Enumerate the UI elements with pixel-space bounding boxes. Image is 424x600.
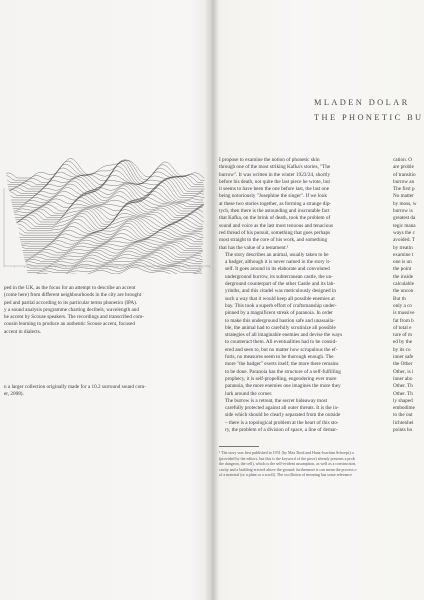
side-text-line: the uncon: [393, 288, 414, 295]
side-text-line: the Other: [393, 361, 413, 368]
footnote-line: cavity and a building erected above the ground; furthermore it can mean the process o: [219, 466, 357, 472]
text-line: side which should be clearly separated from the outside: [225, 412, 341, 419]
text-line: such a way that it would keep all possible enemies at: [225, 295, 335, 302]
text-line: before his death, not quite the last piece he wrote, but: [219, 178, 330, 185]
text-line: ered and seen to, but no matter how scrupulous the ef-: [225, 346, 338, 353]
footnote-rule: [219, 446, 259, 447]
side-text-line: burrow an: [393, 178, 415, 185]
text-line: bay. This took a superb effort of craftsmanship under-: [225, 302, 337, 309]
left-caption: [4, 285, 204, 336]
text-line: I propose to examine the notion of phonetic skin: [219, 157, 320, 163]
side-text-line: Other. Th: [393, 390, 413, 397]
left-note: [4, 384, 204, 399]
text-line: carefully protected against all outer threats. It is the in-: [225, 405, 339, 412]
paragraph: [219, 157, 379, 252]
side-text-line: Other, is i: [393, 368, 414, 375]
caption-line: y a sound analysis programme charting decibels, wavelength and: [4, 306, 139, 313]
footnote-line: the dungeon, the cell), which is the self-evident assumption, as well as a construction,: [219, 461, 357, 467]
side-text-line: is massive: [393, 310, 415, 317]
side-text-line: fat from b: [393, 317, 414, 324]
side-text-line: the point: [393, 266, 412, 273]
side-text-line: ture of m: [393, 332, 413, 339]
text-line: paranoia, the more enemies one imagines the more they: [225, 383, 341, 390]
surface-ridge-line: [12, 185, 204, 202]
surface-ridge-line: [25, 248, 203, 259]
text-line: prophecy, it is self-propelling, engendering ever more: [225, 375, 337, 382]
caption-line: ped in the UK, as the focus for an attempt to describe an accent: [4, 285, 136, 291]
text-line: to counteract them. All eventualities had to be consid-: [225, 339, 337, 346]
side-text-line: burrow is: [393, 208, 413, 215]
running-head-author: MLADEN DOLAR: [314, 98, 410, 107]
caption-line: he accent by Scouse speakers. The recordings and transcribed com-: [4, 314, 144, 321]
side-text-line: inner abo: [393, 375, 413, 382]
text-line: a badger, although it is never named in the story it-: [225, 259, 331, 266]
side-text-line: are proble: [393, 164, 414, 171]
text-line: underground burrow, its subterranean castle, the un-: [225, 273, 333, 280]
surface-ridge-line: [24, 244, 202, 255]
side-text-line: tegic mana: [393, 222, 416, 229]
side-text-line: Other. Th: [393, 383, 413, 390]
caption-line: ped and partial according to its particular terms phonetics (IPA).: [4, 299, 138, 306]
side-text-line: by moss, w: [393, 200, 417, 207]
text-line: derground counterpart of the other Castle and its lab-: [225, 281, 335, 288]
text-line: lurk around the corner.: [225, 390, 273, 397]
footnote-line: ¹ The story was first published in 1931 (by Max Brod and Hans-Joachim Schoeps) u: [219, 450, 354, 455]
text-line: that Kafka, on the brink of death, took the problem of: [219, 215, 331, 222]
caption-line: (come here) from different neighbourhoods in the city are brought: [4, 292, 142, 299]
side-text-line: No matter: [393, 193, 414, 200]
book-gutter: [205, 0, 219, 600]
side-text-line: the inside: [393, 273, 414, 280]
side-text-line: one is un: [393, 259, 412, 266]
surface-ridge-line: [15, 200, 203, 216]
surface-ridge-line: [29, 267, 203, 274]
side-text-line: lichtenhei: [393, 419, 414, 426]
text-line: The story describes an animal, usually taken to be: [225, 251, 329, 258]
text-line: being notoriously "Josephine the singer". If we look: [219, 193, 327, 200]
text-line: self. It goes around in its elaborate and convoluted: [225, 266, 330, 273]
text-line: sound and voice as the last most tenuous and tenacious: [219, 222, 333, 229]
text-line: red thread of his pursuit, something that goes perhaps: [219, 229, 331, 236]
text-line: to make this underground bastion safe and unassaila-: [225, 317, 335, 324]
side-text-line: by its co: [393, 346, 411, 353]
footnotes: [219, 450, 424, 478]
side-text-line: ly shaped: [393, 397, 413, 404]
text-line: to be done. Paranoia has the structure of a self-fulfilling: [225, 368, 341, 375]
text-line: ble, the animal had to carefully scrutinize all possible: [225, 324, 336, 331]
side-text-line: inner safe: [393, 354, 414, 361]
side-text-line: ways the c: [393, 229, 415, 236]
text-line: ry, the problem of a division of space, a line of demar-: [225, 426, 338, 433]
text-line: most straight to the core of his work, and something: [219, 237, 328, 244]
text-line: that has the value of a testament.¹: [219, 244, 289, 251]
main-text-column: [219, 157, 379, 434]
side-text-line: The first p: [393, 186, 415, 193]
text-line: through one of the most striking Kafka's stories, "The: [219, 164, 331, 171]
text-line: forts, no measures seem to be thorough enough. The: [225, 354, 334, 361]
surface-ridge-line: [17, 210, 203, 227]
footnote-line: of a material (or a plant or a scroll). The oscillation of meaning has some relevance: [219, 472, 352, 478]
surface-ridge-line: [20, 223, 202, 239]
text-line: strategies of all imaginable enemies and devise the ways: [225, 332, 343, 339]
side-text-line: points ho: [393, 426, 413, 433]
side-text-line: calculable: [393, 281, 415, 288]
side-text-line: only a co: [393, 302, 413, 309]
side-text-line: But th: [393, 295, 406, 302]
side-text-line: avoided. T: [393, 237, 416, 244]
paragraph: [219, 252, 379, 398]
text-line: pinned by a magnificent streak of paranoia. In order: [225, 310, 333, 317]
text-line: tych, then there is the astounding and inscrutable fact: [219, 208, 330, 215]
side-text-line: embodime: [393, 405, 415, 412]
surface-ridge-line: [8, 163, 204, 187]
text-line: it seems to have been the one before last, the last one: [219, 186, 330, 193]
side-text-line: of total e: [393, 324, 412, 331]
side-text-line: ed by the: [393, 339, 413, 346]
surface-ridge-line: [10, 179, 204, 196]
footnote-line: (provided by the editors, but this is the keyword of the piece) already presents a prob: [219, 455, 355, 461]
text-line: burrow". It was written in the winter 1923/24, shortly: [219, 171, 331, 178]
side-text-line: cation. O: [393, 157, 413, 163]
caption-line: accent in dialects.: [4, 328, 42, 335]
text-line: The burrow is a retreat, the secret hideaway most: [225, 397, 328, 404]
surface-ridge-line: [6, 159, 204, 179]
side-text-column: [393, 157, 424, 434]
note-line: n a larger collection originally made for a 10.2 surround sound com-: [4, 384, 146, 390]
side-text-line: greatest da: [393, 215, 416, 222]
text-line: more "the badger" exerts itself, the more there remains: [225, 361, 339, 368]
note-line: er, 2008).: [4, 391, 24, 398]
side-text-line: by treatin: [393, 244, 413, 251]
text-line: at these two stories together, as forming a strange dip-: [219, 200, 332, 207]
side-text-line: of transitio: [393, 171, 416, 178]
surface-ridge-line: [7, 160, 203, 182]
surface-plot: [0, 128, 212, 274]
paragraph: [219, 398, 379, 434]
text-line: yrinths, and this citadel was meticulously designed in: [225, 288, 336, 295]
caption-line: cousin learning to produce an authentic Scouse accent, focused: [4, 321, 135, 328]
text-line: – there is a topological problem at the heart of this sto-: [225, 419, 339, 426]
side-text-line: examine t: [393, 251, 414, 258]
side-text-line: to the out: [393, 412, 413, 419]
running-head-title: THE PHONETIC BU: [314, 113, 424, 122]
surface-ridge-line: [24, 246, 202, 257]
